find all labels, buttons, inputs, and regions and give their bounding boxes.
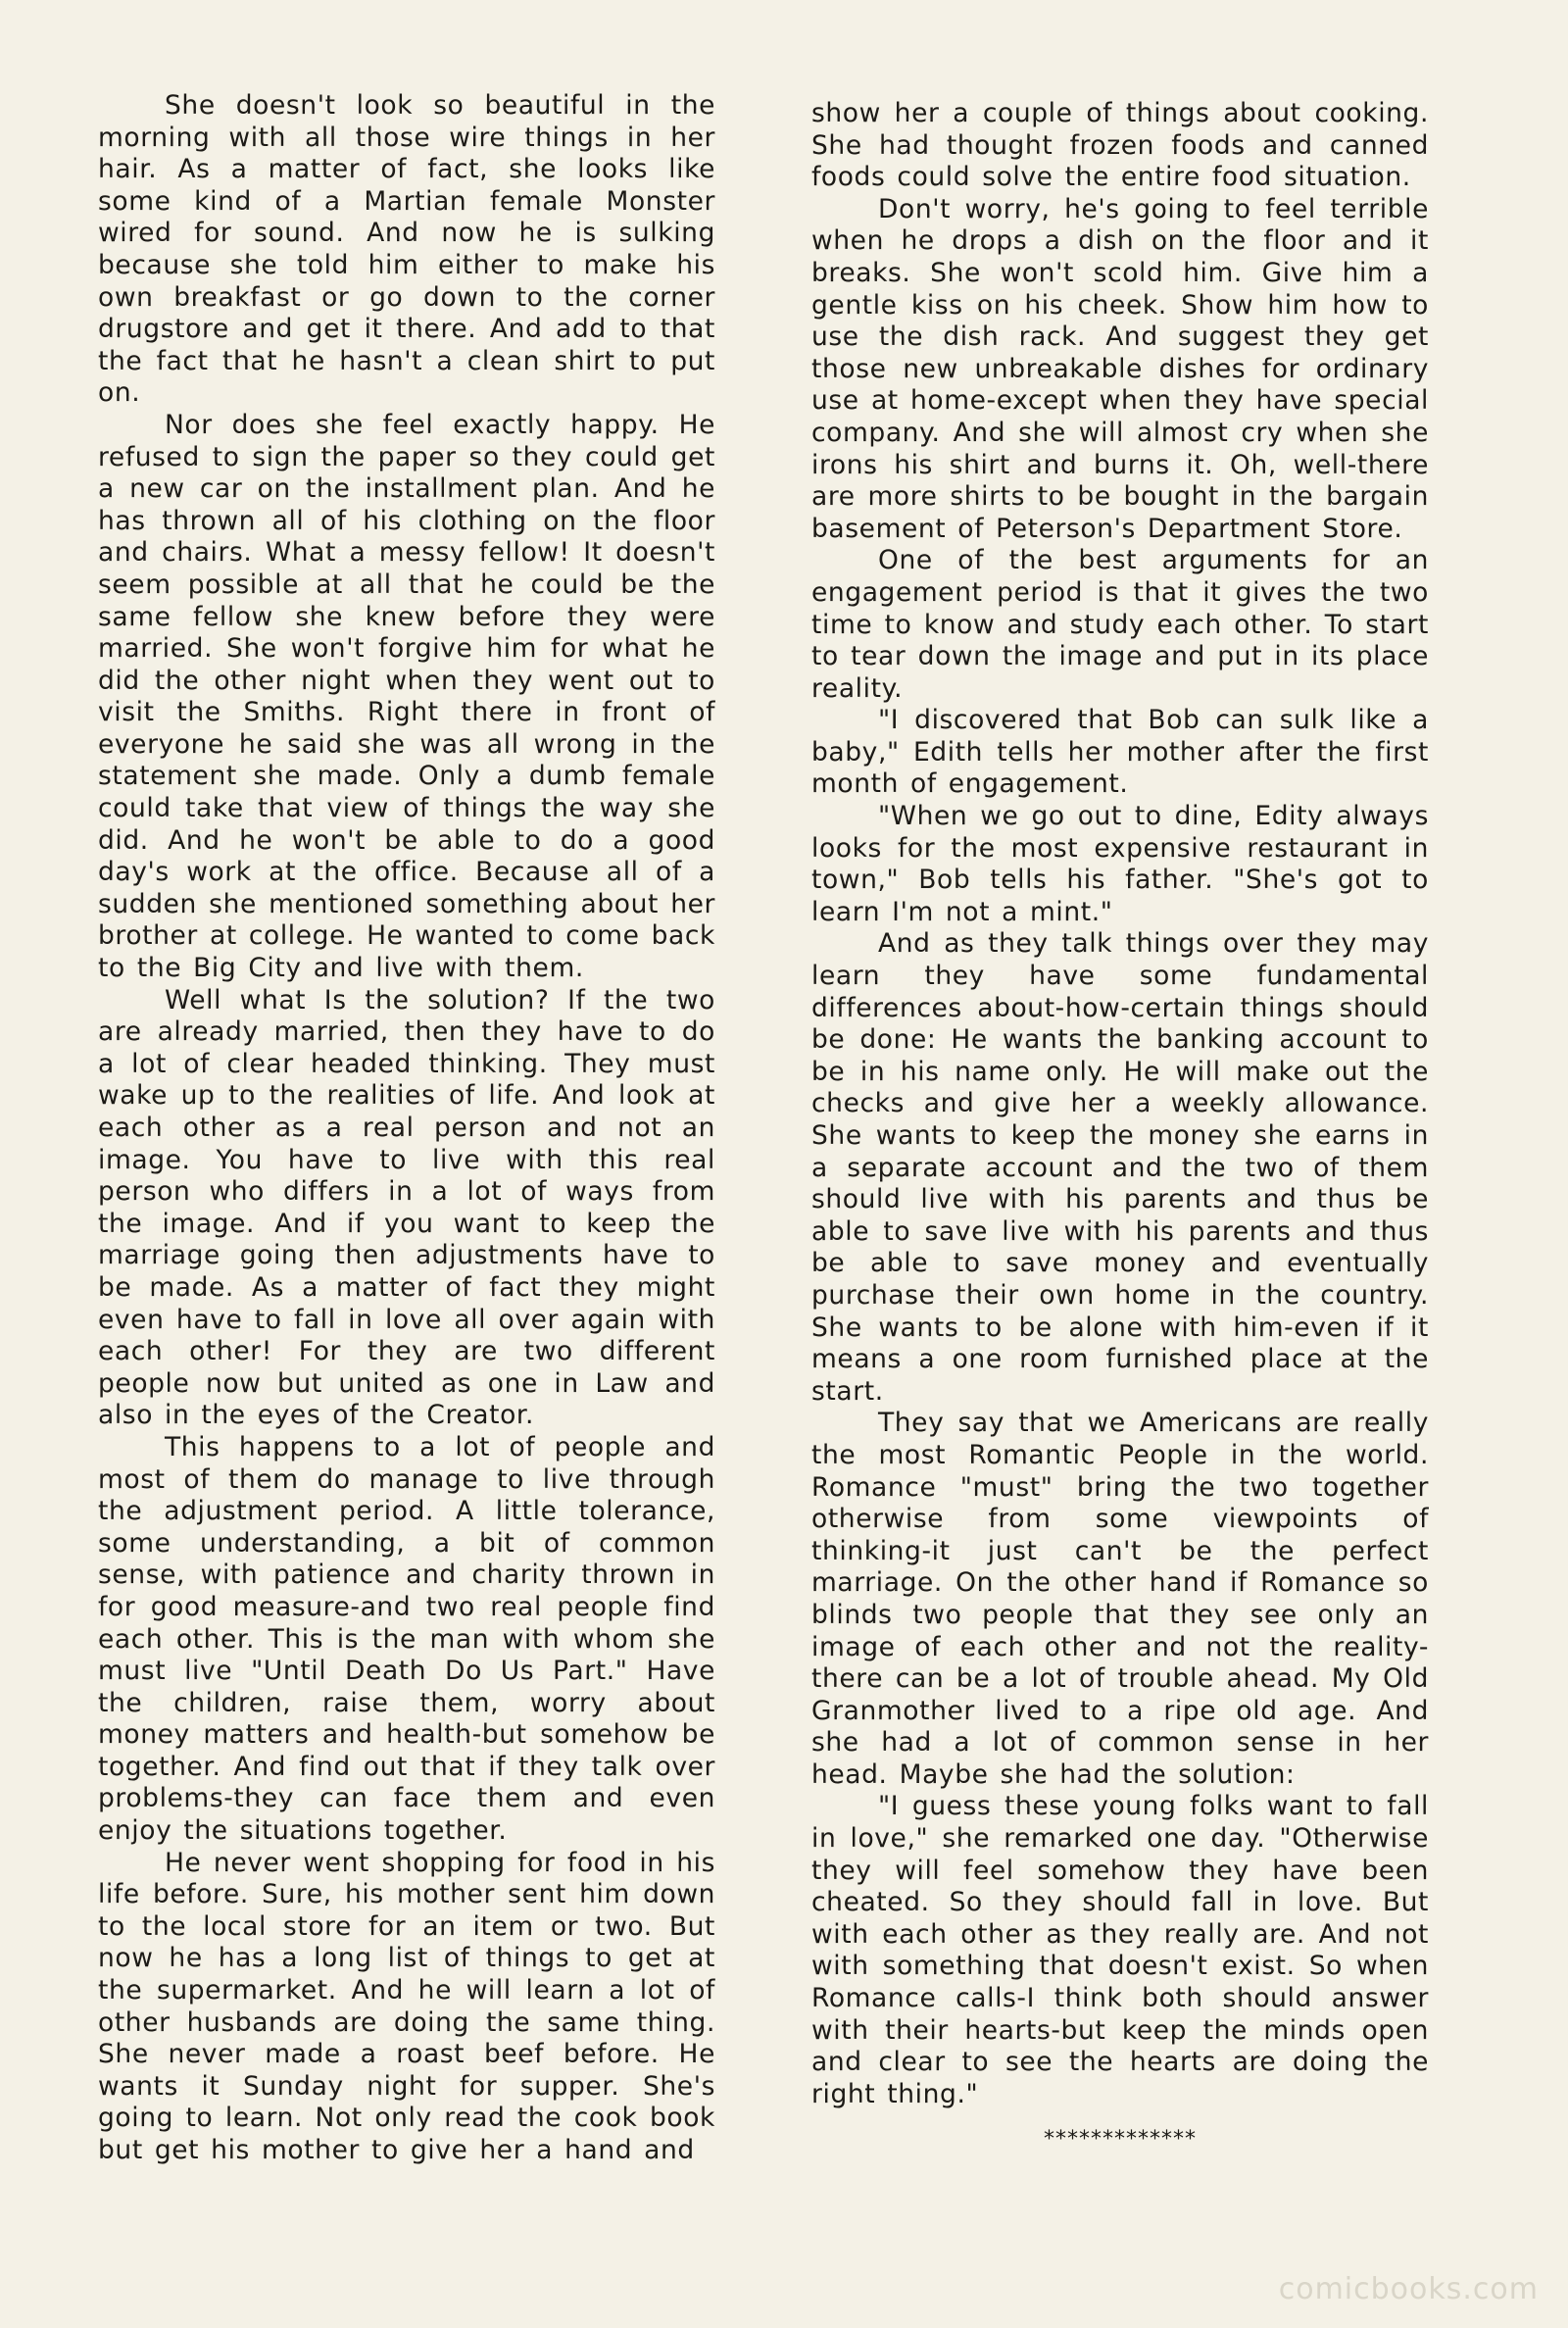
watermark: comicbooks.com [1278,2272,1539,2306]
paragraph: She doesn't look so beautiful in the morning with all those wire things in her hair. As a matter of fact, she looks like some kind of a Martian female Monster wired for sound. And now he is sulking because she told him either to make his own breakfast or go down to the corner drugstore and get it there. And add to that the fact that he hasn't a clean shirt to put on. [98,90,715,409]
paragraph: This happens to a lot of people and most of them do manage to live through the adjustment period. A little tolerance, some understanding, a bit of common sense, with patience and charity thrown in for good measure-and two real people find each other. This is the man with whom she must live "Until Death Do Us Part." Have the children, raise them, worry about money matters and health-but somehow be together. And find out that if they talk over problems-they can face them and even enjoy the situations together. [98,1431,715,1847]
paragraph: They say that we Americans are really the most Romantic People in the world. Romance "must" bring the two together otherwise from some viewpoints of thinking-it just can't be the perfect marriage. On the other hand if Romance so blinds two people that they see only an image of each other and not the reality-there can be a lot of trouble ahead. My Old Granmother lived to a ripe old age. And she had a lot of common sense in her head. Maybe she had the solution: [811,1408,1429,1790]
paragraph: "I discovered that Bob can sulk like a baby," Edith tells her mother after the first month of engagement. [811,705,1429,800]
left-column [98,90,715,2167]
paragraph: And as they talk things over they may learn they have some fundamental differences about-how-certain things should be done: He wants the banking account to be in his name only. He will make out the checks and give her a weekly allowance. She wants to keep the money she earns in a separate account and the two of them should live with his parents and thus be able to save live with his parents and thus be able to save money and eventually purchase their own home in the country. She wants to be alone with him-even if it means a one room furnished place at the start. [811,928,1429,1407]
paragraph: He never went shopping for food in his life before. Sure, his mother sent him down to the local store for an item or two. But now he has a long list of things to get at the supermarket. And he will learn a lot of other husbands are doing the same thing. She never made a roast beef before. He wants it Sunday night for supper. She's going to learn. Not only read the cook book but get his mother to give her a hand and [98,1847,715,2165]
paragraph: "I guess these young folks want to fall in love," she remarked one day. "Otherwise they will feel somehow they have been cheated. So they should fall in love. But with each other as they really are. And not with something that doesn't exist. So when Romance calls-I think both should answer with their hearts-but keep the minds open and clear to see the hearts are doing the right thing." [811,1791,1429,2109]
paragraph: "When we go out to dine, Edity always looks for the most expensive restaurant in town," Bob tells his father. "She's got to learn I'm not a mint." [811,801,1429,927]
right-column [811,98,1429,2110]
paragraph-continued: show her a couple of things about cooking. She had thought frozen foods and canned foods could solve the entire food situation. [811,98,1429,193]
paragraph: One of the best arguments for an engagement period is that it gives the two time to know and study each other. To start to tear down the image and put in its place reality. [811,545,1429,704]
paragraph: Don't worry, he's going to feel terrible when he drops a dish on the floor and it breaks. She won't scold him. Give him a gentle kiss on his cheek. Show him how to use the dish rack. And suggest they get those new unbreakable dishes for ordinary use at home-except when they have special company. And she will almost cry when she irons his shirt and burns it. Oh, well-there are more shirts to be bought in the bargain basement of Peterson's Department Store. [811,193,1429,544]
paragraph: Well what Is the solution? If the two are already married, then they have to do a lot of clear headed thinking. They must wake up to the realities of life. And look at each other as a real person and not an image. You have to live with this real person who differs in a lot of ways from the image. And if you want to keep the marriage going then adjustments have to be made. As a matter of fact they might even have to fall in love all over again with each other! For they are two different people now but united as one in Law and also in the eyes of the Creator. [98,984,715,1431]
paragraph: Nor does she feel exactly happy. He refused to sign the paper so they could get a new car on the installment plan. And he has thrown all of his clothing on the floor and chairs. What a messy fellow! It doesn't seem possible at all that he could be the same fellow she knew before they were married. She won't forgive him for what he did the other night when they went out to visit the Smiths. Right there in front of everyone he said she was all wrong in the statement she made. Only a dumb female could take that view of things the way she did. And he won't be able to do a good day's work at the office. Because all of a sudden she mentioned something about her brother at college. He wanted to come back to the Big City and live with them. [98,409,715,984]
end-mark: ************* [1044,2127,1197,2152]
